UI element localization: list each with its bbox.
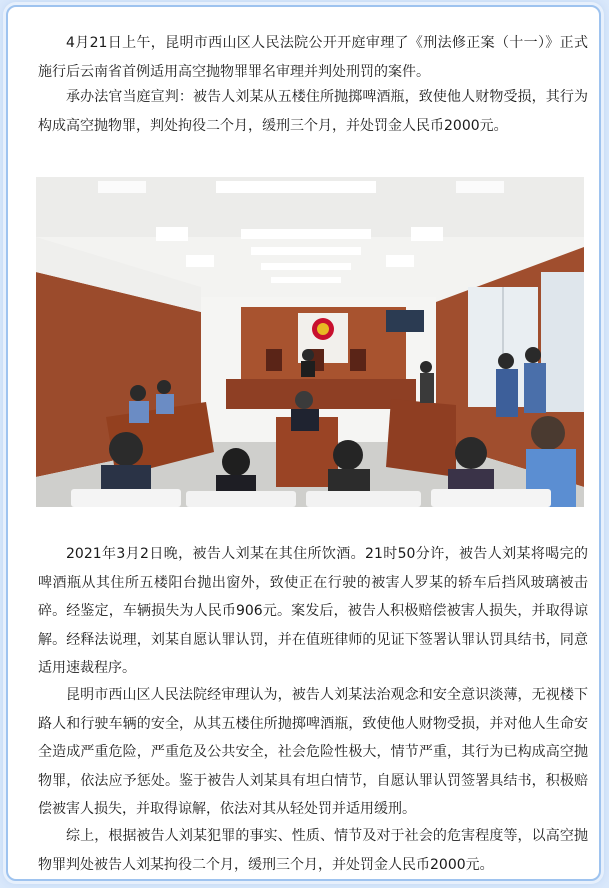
article-card	[6, 5, 601, 881]
courtroom-photo	[36, 177, 584, 507]
paragraph-case-facts: 2021年3月2日晚，被告人刘某在其住所饮酒。21时50分许，被告人刘某将喝完的啤酒瓶从其住所五楼阳台抛出窗外，致使正在行驶的被害人罗某的轿车后挡风玻璃被击碎。经鉴定，车辆损失为人民币906元。案发后，被告人积极赔偿被害人损失，并取得谅解。经释法说理，刘某自愿认罪认罚，并在值班律师的见证下签署认罪认罚具结书，同意适用速裁程序。	[38, 546, 588, 676]
paragraph-court-finding: 昆明市西山区人民法院经审理认为，被告人刘某法治观念和安全意识淡薄，无视楼下路人和行驶车辆的安全，从其五楼住所抛掷啤酒瓶，致使他人财物受损，并对他人生命安全造成严重危险，严重危及公共安全，社会危险性极大，情节严重，其行为已构成高空抛物罪，依法应予惩处。鉴于被告人刘某具有坦白情节，自愿认罪认罚签署具结书，积极赔偿被害人损失，并取得谅解，依法对其从轻处罚并适用缓刑。	[38, 687, 588, 817]
paragraph-conclusion: 综上，根据被告人刘某犯罪的事实、性质、情节及对于社会的危害程度等，以高空抛物罪判处被告人刘某拘役二个月，缓刑三个月，并处罚金人民币2000元。	[38, 828, 588, 873]
paragraph-verdict-announcement: 承办法官当庭宣判：被告人刘某从五楼住所抛掷啤酒瓶，致使他人财物受损，其行为构成高空抛物罪，判处拘役二个月，缓刑三个月，并处罚金人民币2000元。	[38, 89, 588, 134]
paragraph-intro: 4月21日上午，昆明市西山区人民法院公开开庭审理了《刑法修正案（十一）》正式施行后云南省首例适用高空抛物罪罪名审理并判处刑罚的案件。	[38, 35, 588, 80]
